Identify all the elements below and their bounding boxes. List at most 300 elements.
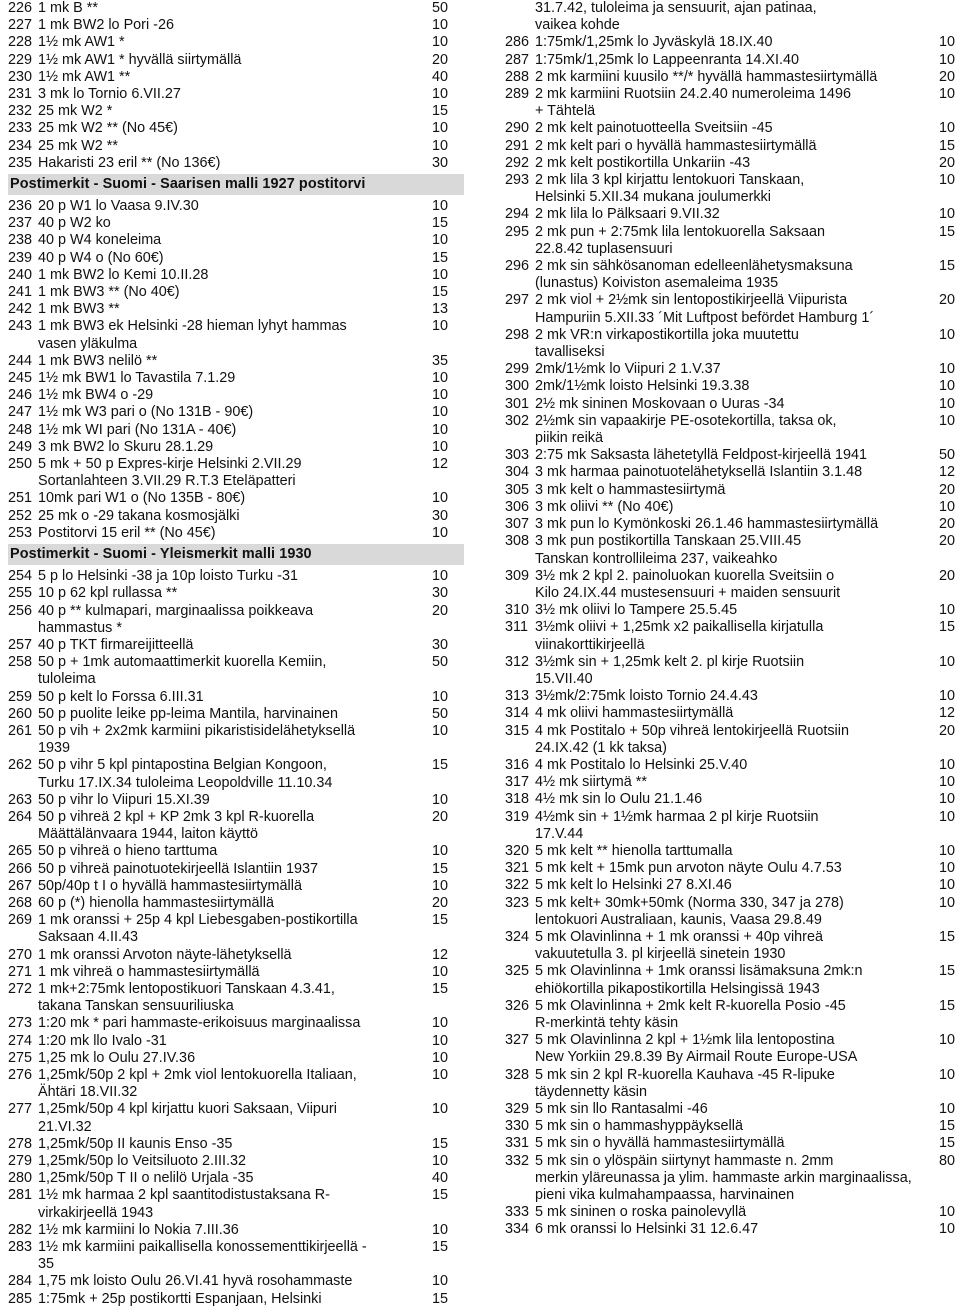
lot-description-text: 1 mk BW3 ek Helsinki -28 hieman lyhyt hammas xyxy=(38,318,347,335)
lot-price: 15 xyxy=(938,963,955,980)
lot-row xyxy=(8,1136,464,1153)
lot-row xyxy=(505,602,955,619)
lot-description-text: 5 mk Olavinlinna + 1mk oranssi lisämaksuna 2mk:n xyxy=(535,963,863,980)
lot-number: 262 xyxy=(8,757,33,774)
lot-price: 10 xyxy=(938,206,955,223)
lot-description-text: 1,25mk/50p lo Veitsiluoto 2.III.32 xyxy=(38,1153,246,1169)
lot-description xyxy=(38,1015,426,1032)
lot-number: 307 xyxy=(505,516,530,533)
lot-row xyxy=(505,1135,955,1152)
lot-description-text: 50 p vihreä painotuotekirjeellä Islantiin 1937 xyxy=(38,860,319,877)
lot-row xyxy=(505,963,955,997)
lot-description-continuation: tuloleima xyxy=(38,671,96,688)
lot-description xyxy=(38,895,426,912)
lot-price: 12 xyxy=(938,464,955,481)
lot-row xyxy=(505,533,955,567)
lot-description-text: 1 mk BW3 nelilö ** xyxy=(38,352,158,369)
lot-row xyxy=(8,370,464,387)
lot-row xyxy=(505,774,955,791)
lot-price: 15 xyxy=(938,619,955,636)
lot-price: 10 xyxy=(432,120,449,137)
lot-number: 285 xyxy=(8,1290,33,1307)
lot-description xyxy=(535,809,923,843)
lot-number: 272 xyxy=(8,980,33,997)
lot-description xyxy=(38,757,426,791)
lot-description xyxy=(38,1067,426,1101)
lot-description xyxy=(38,215,426,232)
lot-description-text: 4 mk Postitalo + 50p vihreä lentokirjeellä Ruotsiin xyxy=(535,722,849,739)
lot-row xyxy=(505,86,955,120)
lot-description xyxy=(38,318,426,352)
lot-price: 10 xyxy=(432,34,449,51)
lot-number: 312 xyxy=(505,653,530,670)
lot-number: 271 xyxy=(8,963,33,980)
lot-number: 317 xyxy=(505,774,530,791)
lot-number: 324 xyxy=(505,928,530,945)
lot-number: 298 xyxy=(505,326,530,343)
lot-description xyxy=(38,138,426,155)
lot-description-text: 1½ mk AW1 * xyxy=(38,34,125,51)
lot-number: 235 xyxy=(8,154,33,171)
lot-description-text: 3 mk kelt o hammastesiirtymä xyxy=(535,481,726,498)
lot-row xyxy=(505,327,955,361)
lot-row xyxy=(505,258,955,292)
lot-description xyxy=(38,17,426,34)
lot-number: 258 xyxy=(8,654,33,671)
lot-number: 274 xyxy=(8,1032,33,1049)
lot-row xyxy=(8,69,464,86)
lot-description-text: 40 p W2 ko xyxy=(38,215,111,232)
lot-description-continuation: 17.V.44 xyxy=(535,825,584,842)
lot-price: 20 xyxy=(938,533,955,550)
lot-number: 288 xyxy=(505,68,530,85)
lot-description xyxy=(535,929,923,963)
right-column xyxy=(505,0,955,1239)
lot-description xyxy=(38,250,426,267)
lot-price: 80 xyxy=(938,1152,955,1169)
lot-price: 10 xyxy=(432,1221,449,1238)
lot-row xyxy=(8,86,464,103)
lot-description xyxy=(535,69,923,86)
lot-price: 10 xyxy=(432,1032,449,1049)
lot-row xyxy=(505,52,955,69)
lot-description-text: 1½ mk AW1 * hyvällä siirtymällä xyxy=(38,51,242,68)
lot-price: 10 xyxy=(938,51,955,68)
lot-description-continuation: New Yorkiin 29.8.39 By Airmail Route Europe-USA xyxy=(535,1049,858,1066)
lot-number: 325 xyxy=(505,963,530,980)
lot-description xyxy=(38,86,426,103)
lot-description-continuation: Hampuriin 5.XII.33 ´Mit Luftpost befördet Hamburg 1´ xyxy=(535,309,875,326)
lot-number: 255 xyxy=(8,585,33,602)
lot-description xyxy=(535,378,923,395)
lot-price: 10 xyxy=(432,370,449,387)
lot-row xyxy=(505,705,955,722)
lot-description-continuation: Määttälänvaara 1944, laiton käyttö xyxy=(38,826,258,843)
lot-description-text: 25 mk W2 ** xyxy=(38,137,118,154)
lot-description-continuation: Saksaan 4.II.43 xyxy=(38,929,139,946)
lot-price: 10 xyxy=(432,877,449,894)
lot-price: 15 xyxy=(432,1187,449,1204)
lot-row xyxy=(505,895,955,929)
lot-row xyxy=(8,1050,464,1067)
lot-price: 10 xyxy=(938,774,955,791)
lot-price: 20 xyxy=(938,516,955,533)
lot-description xyxy=(38,706,426,723)
lot-description xyxy=(535,568,923,602)
lot-row xyxy=(505,1153,955,1205)
lot-description xyxy=(535,464,923,481)
lot-price: 10 xyxy=(938,120,955,137)
lot-number: 251 xyxy=(8,490,33,507)
lot-description-text: 2 mk lila lo Pälksaari 9.VII.32 xyxy=(535,206,720,223)
lot-description xyxy=(38,878,426,895)
lot-description-text: 5 mk kelt ** hienolla tarttumalla xyxy=(535,842,733,859)
lot-price: 50 xyxy=(432,654,449,671)
lot-row xyxy=(505,224,955,258)
lot-price: 13 xyxy=(432,301,449,318)
lot-description xyxy=(535,34,923,51)
lot-row xyxy=(8,568,464,585)
lot-price: 20 xyxy=(432,51,449,68)
lot-price: 10 xyxy=(432,490,449,507)
lot-row xyxy=(505,619,955,653)
lot-description xyxy=(38,439,426,456)
lot-price: 20 xyxy=(938,68,955,85)
lot-row xyxy=(8,284,464,301)
lot-description xyxy=(535,1221,923,1238)
lot-row xyxy=(505,757,955,774)
lot-row xyxy=(8,17,464,34)
lot-description-text: 3 mk pun lo Kymönkoski 26.1.46 hammastesiirtymällä xyxy=(535,516,879,533)
lot-number: 281 xyxy=(8,1187,33,1204)
lot-number: 304 xyxy=(505,464,530,481)
lot-description xyxy=(38,947,426,964)
lot-row xyxy=(505,464,955,481)
lot-description xyxy=(535,172,923,206)
lot-row xyxy=(8,637,464,654)
lot-number: 244 xyxy=(8,352,33,369)
lot-description-continuation: Helsinki 5.XII.34 mukana joulumerkki xyxy=(535,189,771,206)
lot-description-text: 2 mk kelt postikortilla Unkariin -43 xyxy=(535,154,751,171)
lot-number-spacer xyxy=(505,17,535,34)
lot-description-continuation: tavalliseksi xyxy=(535,344,605,361)
lot-description-text: 5 mk sin o hyvällä hammastesiirtymällä xyxy=(535,1135,785,1152)
lot-row xyxy=(8,947,464,964)
lot-description-text: 20 p W1 lo Vaasa 9.IV.30 xyxy=(38,198,199,215)
lot-price: 15 xyxy=(938,928,955,945)
lot-description-text: 2 mk VR:n virkapostikortilla joka muutettu xyxy=(535,326,799,343)
lot-number: 229 xyxy=(8,51,33,68)
lot-number: 286 xyxy=(505,34,530,51)
lot-number: 330 xyxy=(505,1118,530,1135)
lot-number: 263 xyxy=(8,791,33,808)
lot-number: 291 xyxy=(505,137,530,154)
lot-number: 311 xyxy=(505,619,528,636)
lot-row xyxy=(505,860,955,877)
lot-price: 10 xyxy=(432,17,449,34)
lot-description-text: 40 p ** kulmapari, marginaalissa poikkeava xyxy=(38,602,314,619)
lot-row xyxy=(8,301,464,318)
lot-number: 334 xyxy=(505,1221,530,1238)
lot-row xyxy=(505,34,955,51)
lot-price: 10 xyxy=(938,395,955,412)
lot-description xyxy=(535,482,923,499)
lot-description-text: 40 p W4 koneleima xyxy=(38,232,162,249)
lot-row xyxy=(8,1015,464,1032)
lot-description-continuation: Sortanlahteen 3.VII.29 R.T.3 Eteläpatteri xyxy=(38,473,296,490)
lot-description xyxy=(535,1032,923,1066)
lot-price: 10 xyxy=(432,568,449,585)
lot-price: 10 xyxy=(432,1049,449,1066)
lot-description xyxy=(38,525,426,542)
lot-row xyxy=(8,689,464,706)
lot-price: 10 xyxy=(938,498,955,515)
lot-description-text: 4½ mk sin lo Oulu 21.1.46 xyxy=(535,791,703,808)
lot-price: 10 xyxy=(432,524,449,541)
lot-description-text: 1,25mk/50p T II o nelilö Urjala -35 xyxy=(38,1170,254,1187)
lot-description xyxy=(38,1153,426,1170)
lot-description-text: 4½ mk siirtymä ** xyxy=(535,774,647,791)
continuation-line xyxy=(505,17,955,34)
lot-description-text: 10mk pari W1 o (No 135B - 80€) xyxy=(38,490,246,507)
lot-description-text: 1 mk+2:75mk lentopostikuori Tanskaan 4.3.41, xyxy=(38,980,335,997)
lot-number: 289 xyxy=(505,86,530,103)
lot-description xyxy=(535,533,923,567)
lot-description xyxy=(535,86,923,120)
lot-description xyxy=(535,1153,923,1205)
lot-price: 10 xyxy=(938,808,955,825)
lot-price: 15 xyxy=(432,1239,449,1256)
lot-description-text: 1½ mk AW1 ** xyxy=(38,68,131,85)
lot-number: 287 xyxy=(505,51,530,68)
lot-number: 290 xyxy=(505,120,530,137)
lot-description xyxy=(535,602,923,619)
lot-number: 264 xyxy=(8,808,33,825)
lot-description-text: 3½mk oliivi + 1,25mk x2 paikallisella kirjatulla xyxy=(535,619,824,636)
lot-description xyxy=(38,508,426,525)
lot-description-continuation: Turku 17.IX.34 tuloleima Leopoldville 11.10.34 xyxy=(38,774,333,791)
lot-price: 10 xyxy=(938,688,955,705)
lot-description-text: 3½mk sin + 1,25mk kelt 2. pl kirje Ruotsiin xyxy=(535,653,805,670)
lot-row xyxy=(505,120,955,137)
lot-number: 323 xyxy=(505,894,530,911)
lot-description xyxy=(38,568,426,585)
lot-number: 333 xyxy=(505,1204,530,1221)
lot-price: 10 xyxy=(432,791,449,808)
lot-price: 10 xyxy=(432,688,449,705)
lot-description-text: 5 mk sin 2 kpl R-kuorella Kauhava -45 R-lipuke xyxy=(535,1066,835,1083)
lot-description-text: 2½ mk sininen Moskovaan o Uuras -34 xyxy=(535,395,785,412)
lot-price: 10 xyxy=(938,172,955,189)
lot-number: 292 xyxy=(505,154,530,171)
lot-row xyxy=(8,232,464,249)
lot-description-continuation: Ähtäri 18.VII.32 xyxy=(38,1084,138,1101)
lot-number: 237 xyxy=(8,215,33,232)
lot-description xyxy=(38,232,426,249)
lot-number: 313 xyxy=(505,688,530,705)
lot-price: 10 xyxy=(938,1032,955,1049)
lot-row xyxy=(8,267,464,284)
lot-description-text: 1 mk BW3 ** (No 40€) xyxy=(38,284,180,301)
lot-number: 283 xyxy=(8,1239,33,1256)
lot-row xyxy=(8,103,464,120)
lot-description-text: 2 mk pun + 2:75mk lila lentokuorella Saksaan xyxy=(535,223,825,240)
lot-description-text: 6 mk oranssi lo Helsinki 31 12.6.47 xyxy=(535,1221,759,1238)
lot-number: 297 xyxy=(505,292,530,309)
lot-row xyxy=(8,792,464,809)
lot-description-text: 5 mk sininen o roska painolevyllä xyxy=(535,1204,747,1221)
lot-description-continuation: virkakirjeellä 1943 xyxy=(38,1204,154,1221)
lot-number: 248 xyxy=(8,421,33,438)
lot-description xyxy=(535,516,923,533)
lot-description xyxy=(38,1050,426,1067)
lot-description-text: 25 mk W2 ** (No 45€) xyxy=(38,120,178,137)
lot-description-continuation: 24.IX.42 (1 kk taksa) xyxy=(535,739,667,756)
lot-row xyxy=(8,1033,464,1050)
lot-row xyxy=(505,929,955,963)
lot-description xyxy=(38,1101,426,1135)
lot-number: 294 xyxy=(505,206,530,223)
lot-row xyxy=(505,998,955,1032)
lot-number: 275 xyxy=(8,1049,33,1066)
lot-number: 241 xyxy=(8,284,33,301)
lot-description xyxy=(535,1101,923,1118)
lot-number: 300 xyxy=(505,378,530,395)
lot-description xyxy=(535,224,923,258)
lot-description-text: 1,75 mk loisto Oulu 26.VI.41 hyvä rosohammaste xyxy=(38,1273,353,1290)
lot-price: 15 xyxy=(938,137,955,154)
lot-description xyxy=(535,1067,923,1101)
lot-price: 10 xyxy=(432,438,449,455)
lot-price: 20 xyxy=(938,154,955,171)
lot-description xyxy=(38,843,426,860)
lot-number: 233 xyxy=(8,120,33,137)
lot-description-text: 2:75 mk Saksasta lähetetyllä Feldpost-kirjeellä 1941 xyxy=(535,447,867,464)
lot-price: 15 xyxy=(432,215,449,232)
lot-price: 10 xyxy=(938,361,955,378)
lot-description xyxy=(38,69,426,86)
lot-description xyxy=(38,723,426,757)
lot-description xyxy=(38,267,426,284)
lot-row xyxy=(8,120,464,137)
lot-description xyxy=(38,370,426,387)
lot-description-text: 4 mk oliivi hammastesiirtymällä xyxy=(535,705,734,722)
lot-description-text: 1½ mk karmiini lo Nokia 7.III.36 xyxy=(38,1221,239,1238)
lot-description-text: 2 mk sin sähkösanoman edelleenlähetysmaksuna xyxy=(535,258,853,275)
lot-description xyxy=(535,877,923,894)
lot-description xyxy=(38,120,426,137)
lot-description xyxy=(38,1222,426,1239)
lot-description-text: 1½ mk WI pari (No 131A - 40€) xyxy=(38,421,237,438)
lot-number: 228 xyxy=(8,34,33,51)
lot-description-text: 50p/40p t I o hyvällä hammastesiirtymällä xyxy=(38,877,302,894)
lot-description-text: 1:75mk/1,25mk lo Lappeenranta 14.XI.40 xyxy=(535,51,800,68)
lot-description xyxy=(38,585,426,602)
lot-description-text: 2mk/1½mk loisto Helsinki 19.3.38 xyxy=(535,378,750,395)
lot-description xyxy=(38,103,426,120)
lot-row xyxy=(8,439,464,456)
continuation-text: vaikea kohde xyxy=(535,17,620,34)
lot-price: 40 xyxy=(432,68,449,85)
lot-row xyxy=(8,981,464,1015)
lot-number: 265 xyxy=(8,843,33,860)
lot-description-text: 1½ mk W3 pari o (No 131B - 90€) xyxy=(38,404,254,421)
lot-row xyxy=(8,353,464,370)
lot-description-text: 3 mk BW2 lo Skuru 28.1.29 xyxy=(38,438,214,455)
lot-number: 310 xyxy=(505,602,530,619)
lot-row xyxy=(505,1118,955,1135)
lot-description xyxy=(535,1118,923,1135)
lot-description-text: 40 p TKT firmareijitteellä xyxy=(38,636,194,653)
lot-number: 260 xyxy=(8,705,33,722)
lot-price: 10 xyxy=(938,653,955,670)
lot-price: 20 xyxy=(938,292,955,309)
lot-price: 10 xyxy=(938,378,955,395)
lot-price: 10 xyxy=(432,86,449,103)
lot-description-text: 2½mk sin vapaakirje PE-osotekortilla, taksa ok, xyxy=(535,412,837,429)
lot-description xyxy=(38,603,426,637)
lot-description xyxy=(38,301,426,318)
lot-number: 245 xyxy=(8,370,33,387)
lot-row xyxy=(505,877,955,894)
lot-description-text: 50 p vihreä 2 kpl + KP 2mk 3 kpl R-kuorella xyxy=(38,808,315,825)
lot-description xyxy=(535,619,923,653)
lot-description xyxy=(38,422,426,439)
lot-description xyxy=(535,447,923,464)
lot-row xyxy=(8,490,464,507)
lot-row xyxy=(505,292,955,326)
lot-number: 266 xyxy=(8,860,33,877)
lot-row xyxy=(8,215,464,232)
lot-price: 10 xyxy=(432,1273,449,1290)
lot-description-text: 1,25mk/50p 2 kpl + 2mk viol lentokuorella Italiaan, xyxy=(38,1066,357,1083)
lot-description xyxy=(38,1187,426,1221)
lot-price: 50 xyxy=(938,447,955,464)
lot-description-text: 1,25 mk lo Oulu 27.IV.36 xyxy=(38,1049,196,1066)
lot-price: 10 xyxy=(432,963,449,980)
lot-description-text: 3 mk harmaa painotuotelähetyksellä Islantiin 3.1.48 xyxy=(535,464,863,481)
lot-row xyxy=(505,516,955,533)
lot-description xyxy=(535,292,923,326)
lot-price: 15 xyxy=(432,1290,449,1307)
lot-description-text: 3½ mk oliivi lo Tampere 25.5.45 xyxy=(535,602,738,619)
lot-number: 331 xyxy=(505,1135,530,1152)
lot-description-text: 3 mk oliivi ** (No 40€) xyxy=(535,498,674,515)
lot-number: 320 xyxy=(505,842,530,859)
lot-number: 321 xyxy=(505,860,530,877)
lot-description xyxy=(38,1291,426,1308)
lot-number: 293 xyxy=(505,172,530,189)
lot-number: 242 xyxy=(8,301,33,318)
lot-row xyxy=(8,1153,464,1170)
lot-description-continuation: 22.8.42 tuplasensuuri xyxy=(535,240,673,257)
lot-number: 279 xyxy=(8,1153,33,1169)
lot-row xyxy=(505,155,955,172)
lot-description-text: 2 mk kelt painotuotteella Sveitsiin -45 xyxy=(535,120,773,137)
lot-row xyxy=(8,757,464,791)
lot-price: 15 xyxy=(432,757,449,774)
lot-description-text: 5 mk + 50 p Expres-kirje Helsinki 2.VII.29 xyxy=(38,456,302,473)
lot-price: 10 xyxy=(938,842,955,859)
lot-number: 326 xyxy=(505,997,530,1014)
lot-price: 10 xyxy=(432,137,449,154)
lot-number: 302 xyxy=(505,412,530,429)
lot-price: 10 xyxy=(938,412,955,429)
lot-price: 15 xyxy=(432,103,449,120)
lot-row xyxy=(8,456,464,490)
lot-number: 280 xyxy=(8,1170,33,1187)
lot-description-text: 5 mk sin o hammashyppäyksellä xyxy=(535,1118,743,1135)
